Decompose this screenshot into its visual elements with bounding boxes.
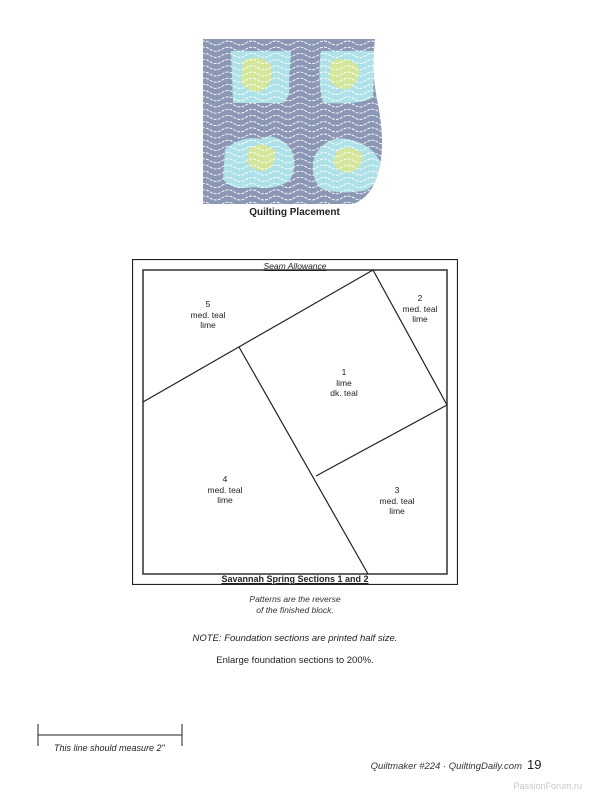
section-5-label bbox=[168, 299, 248, 331]
seam-allowance-label: Seam Allowance bbox=[263, 261, 327, 271]
section-number: 3 bbox=[394, 485, 400, 495]
section-fabric: lime bbox=[217, 495, 233, 505]
page-number: 19 bbox=[527, 757, 542, 772]
section-fabric: lime bbox=[200, 320, 216, 330]
section-number: 5 bbox=[205, 299, 211, 309]
section-fabric: lime bbox=[412, 314, 428, 324]
section-2-label bbox=[380, 293, 460, 325]
quilting-placement-illustration bbox=[203, 39, 386, 204]
section-number: 1 bbox=[341, 367, 347, 377]
section-fabric: med. teal bbox=[207, 484, 243, 495]
reverse-note-line: Patterns are the reverse bbox=[249, 594, 341, 604]
section-fabric: dk. teal bbox=[330, 388, 358, 398]
section-number: 4 bbox=[222, 474, 228, 484]
section-4-label bbox=[185, 474, 265, 506]
reverse-note bbox=[195, 594, 395, 616]
seam-line bbox=[373, 270, 447, 405]
section-fabric: med. teal bbox=[190, 309, 226, 320]
measure-caption: This line should measure 2" bbox=[54, 743, 165, 753]
footer-credit: Quiltmaker #224 · QuiltingDaily.com bbox=[370, 761, 522, 772]
seam-line bbox=[316, 405, 447, 476]
quilting-placement-figure bbox=[203, 39, 386, 204]
foundation-size-note: NOTE: Foundation sections are printed half size. bbox=[192, 633, 398, 644]
pattern-title: Savannah Spring Sections 1 and 2 bbox=[221, 574, 369, 584]
section-fabric: lime bbox=[389, 506, 405, 516]
reverse-note-line: of the finished block. bbox=[256, 605, 334, 615]
section-fabric: med. teal bbox=[402, 303, 438, 314]
section-1-label bbox=[304, 367, 384, 399]
section-fabric: med. teal bbox=[379, 495, 415, 506]
section-number: 2 bbox=[417, 293, 423, 303]
watermark: PassionForum.ru bbox=[513, 781, 582, 791]
section-fabric: lime bbox=[336, 377, 352, 388]
section-3-label bbox=[357, 485, 437, 517]
enlarge-note: Enlarge foundation sections to 200%. bbox=[216, 655, 374, 666]
quilting-placement-caption: Quilting Placement bbox=[249, 207, 340, 218]
